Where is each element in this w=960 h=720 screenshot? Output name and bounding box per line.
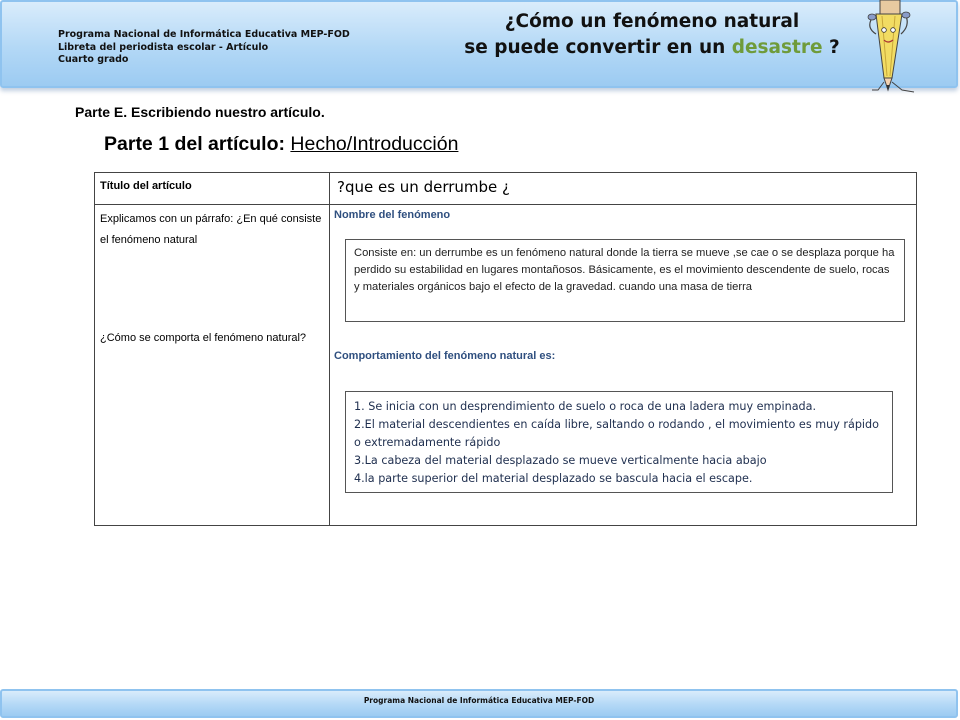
program-line: Libreta del periodista escolar - Artículo xyxy=(58,41,269,53)
program-info xyxy=(58,29,350,67)
behavior-text-box[interactable] xyxy=(345,391,893,493)
title-label: Título del artículo xyxy=(100,180,192,192)
pencil-character-icon xyxy=(862,0,940,94)
part-heading-underlined: Hecho/Introducción xyxy=(290,133,459,155)
title-line-2 xyxy=(432,35,872,61)
question-paragraph: Explicamos con un párrafo: ¿En qué consiste el fenómeno natural xyxy=(100,213,322,246)
title-highlight-word: desastre xyxy=(731,37,823,58)
footer-banner xyxy=(0,689,958,718)
title-line-2-prefix: se puede convertir en un xyxy=(464,37,732,58)
behavior-line: 1. Se inicia con un desprendimiento de suelo o roca de una ladera muy empinada. xyxy=(354,400,817,413)
phenomenon-text-box[interactable]: Consiste en: un derrumbe es un fenómeno natural donde la tierra se mueve ,se cae o se desplaza porque ha perdido su estabilidad en lugares montañosos. Básicamente, es el movimiento descendente de suelo, rocas y materiales orgánicos bajo el efecto de la gravedad. cuando una masa de tierra xyxy=(345,239,905,322)
part-heading xyxy=(104,133,458,156)
table-divider-vertical xyxy=(329,173,330,525)
footer-text: Programa Nacional de Informática Educativa MEP-FOD xyxy=(363,696,595,705)
title-line-1: ¿Cómo un fenómeno natural xyxy=(504,11,800,32)
phenomenon-name-label: Nombre del fenómeno xyxy=(334,209,451,221)
page-title xyxy=(432,9,872,61)
behavior-label: Comportamiento del fenómeno natural es: xyxy=(334,350,556,362)
table-divider-horizontal xyxy=(95,204,916,205)
question-behavior: ¿Cómo se comporta el fenómeno natural? xyxy=(100,332,307,344)
article-table xyxy=(94,172,917,526)
title-line-2-suffix: ? xyxy=(822,37,840,58)
program-line: Cuarto grado xyxy=(58,54,129,65)
behavior-line: 3.La cabeza del material desplazado se mueve verticalmente hacia abajo xyxy=(354,454,767,467)
article-title-field[interactable]: ?que es un derrumbe ¿ xyxy=(337,178,510,196)
behavior-line: 4.la parte superior del material desplazado se bascula hacia el escape. xyxy=(354,472,753,485)
header-banner xyxy=(0,0,958,88)
part-heading-prefix: Parte 1 del artículo: xyxy=(104,133,291,155)
program-line: Programa Nacional de Informática Educativa MEP-FOD xyxy=(58,29,350,40)
section-heading: Parte E. Escribiendo nuestro artículo. xyxy=(75,104,325,120)
behavior-line: 2.El material descendientes en caída libre, saltando o rodando , el movimiento es muy rápido o extremadamente rápido xyxy=(354,418,879,449)
